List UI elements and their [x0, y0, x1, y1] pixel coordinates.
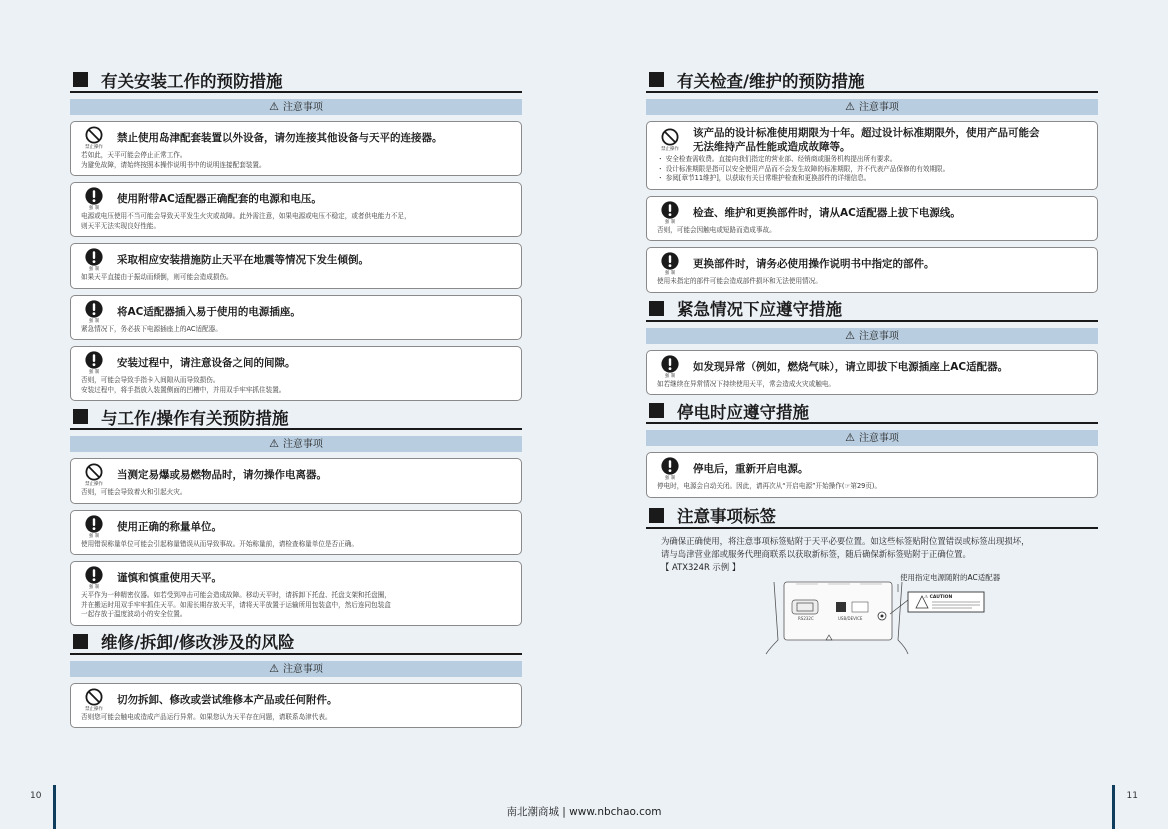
notice-box [646, 452, 1098, 498]
notice-line: 停电时，电源会自动关闭。因此，请再次从“开启电源”开始操作(☞第29页)。 [657, 482, 882, 490]
section [646, 401, 1098, 498]
notice-title-wrap [117, 356, 296, 370]
left-column [70, 70, 522, 728]
notice-box [70, 243, 522, 289]
notice-head [81, 688, 513, 712]
section-title-text: 有关检查/维护的预防措施 [677, 71, 865, 91]
notice-title-wrap [117, 305, 301, 319]
notice-line: 为避免故障，请始终按照本操作说明书中的说明连接配套装置。 [81, 160, 266, 169]
icon-caption: 禁止操作 [85, 482, 103, 487]
square-bullet-icon [649, 403, 664, 418]
notice-title: 如发现异常（例如，燃烧气味），请立即拔下电源插座上AC适配器。 [693, 360, 1009, 373]
icon-caption: 强 制 [664, 271, 676, 276]
prohibition-icon [81, 688, 107, 712]
caution-label: 注意事项 [858, 102, 899, 113]
notice-title-wrap [693, 462, 809, 476]
intro-line: 为确保正确使用，将注意事项标签贴附于天平必要位置。如这些标签贴附位置错误或标签出现损坏， [661, 535, 1030, 546]
notice-head [81, 566, 513, 590]
notice-head [81, 187, 513, 211]
icon-caption: 强 制 [88, 370, 100, 375]
notice-line: 若如此，天平可能会停止正常工作。 [81, 151, 187, 159]
warning-triangle-icon: ⚠ [845, 328, 855, 342]
mandatory-icon [657, 457, 683, 481]
caution-bar [646, 99, 1098, 115]
section [70, 70, 522, 401]
svg-text:⚠ CAUTION: ⚠ CAUTION [924, 594, 953, 600]
section-title [70, 632, 522, 655]
notice-head [81, 300, 513, 324]
page-number-left: 10 [14, 785, 56, 829]
notice-box [70, 683, 522, 729]
section-title-text: 有关安装工作的预防措施 [101, 71, 283, 91]
notice-box [70, 295, 522, 341]
notice-head [81, 463, 513, 487]
caution-label: 注意事项 [282, 102, 323, 113]
prohibition-icon [81, 126, 107, 150]
warning-triangle-icon: ⚠ [269, 437, 279, 450]
caution-label: 注意事项 [282, 663, 323, 675]
notice-body [81, 376, 513, 395]
notice-line: 一起存放于温度波动小的安全位置。 [81, 610, 187, 618]
svg-text:USB/DEVICE: USB/DEVICE [838, 615, 863, 621]
notice-line: 并在搬运时用双手牢牢抓住天平。如需长期存放天平，请将天平放置于运输所用包装盒中，然后连同包装盒 [81, 600, 391, 609]
icon-caption: 强 制 [88, 585, 100, 590]
notice-head [81, 248, 513, 272]
notice-body [657, 155, 1089, 184]
caution-bar [646, 328, 1098, 344]
notice-line: 则天平无法实现良好性能。 [81, 221, 161, 230]
notice-line: 使用错误称量单位可能会引起称量错误从而导致事故。开始称量前，请检查称量单位是否正确。 [81, 539, 358, 548]
section [70, 632, 522, 729]
notice-head [657, 457, 1089, 481]
notice-head [81, 126, 513, 150]
warning-triangle-icon: ⚠ [269, 661, 279, 675]
notice-box [70, 510, 522, 556]
notice-body [657, 226, 1089, 236]
notice-title-wrap [693, 206, 961, 220]
intro-line: 请与岛津营业部或服务代理商联系以获取新标签，随后确保新标签贴附于正确位置。 [661, 548, 971, 559]
section-title-text: 维修/拆卸/修改涉及的风险 [101, 633, 295, 652]
caution-label: 注意事项 [282, 439, 323, 450]
notice-title: 使用附带AC适配器正确配套的电源和电压。 [117, 193, 322, 205]
warning-triangle-icon: ⚠ [845, 100, 855, 113]
label-intro [646, 535, 1098, 574]
notice-body [81, 713, 513, 723]
icon-caption: 强 制 [88, 533, 100, 539]
section-title [70, 407, 522, 430]
notice-line: 否则，可能会导致着火和引起火灾。 [81, 488, 187, 496]
caution-label: 注意事项 [858, 433, 899, 444]
svg-text:RS232C: RS232C [798, 615, 814, 621]
balance-rear-panel-drawing [646, 578, 1098, 656]
notice-title-wrap [117, 693, 338, 707]
notice-box [70, 561, 522, 626]
mandatory-icon [81, 248, 107, 272]
notice-title-wrap [117, 131, 443, 145]
notice-title-wrap [117, 468, 327, 482]
mandatory-icon [81, 351, 107, 375]
section-title-text: 紧急情况下应遵守措施 [677, 300, 842, 319]
icon-caption: 强 制 [88, 267, 100, 272]
intro-line: 【 ATX324R 示例 】 [661, 561, 741, 572]
notice-line: 使用未指定的部件可能会造成部件损坏和无法使用情况。 [657, 277, 822, 285]
notice-line: 紧急情况下，务必拔下电源插座上的AC适配器。 [81, 324, 222, 333]
notice-head [657, 126, 1089, 154]
icon-caption: 禁止操作 [661, 147, 679, 152]
notice-head [657, 201, 1089, 225]
mandatory-icon [657, 201, 683, 225]
notice-title: 停电后，重新开启电源。 [693, 463, 809, 475]
prohibition-icon [81, 463, 107, 487]
mandatory-icon [657, 355, 683, 379]
square-bullet-icon [73, 409, 88, 424]
notice-body [81, 540, 513, 550]
notice-title: 检查、维护和更换部件时，请从AC适配器上拔下电源线。 [693, 206, 961, 219]
section-title [646, 70, 1098, 93]
section-title-text: 停电时应遵守措施 [677, 402, 809, 422]
notice-head [657, 355, 1089, 379]
notice-body [657, 380, 1089, 390]
notice-box [70, 458, 522, 504]
notice-box [70, 182, 522, 237]
section [646, 70, 1098, 293]
mandatory-icon [657, 252, 683, 276]
device-illustration [646, 572, 1098, 668]
warning-triangle-icon: ⚠ [269, 100, 279, 113]
notice-title-continued: 无法维持产品性能或造成故障等。 [693, 141, 851, 153]
footer-watermark: 南北潮商城 | www.nbchao.com [506, 806, 662, 818]
notice-line: 否则您可能会触电或造成产品运行异常。如果您认为天平存在问题，请联系岛津代表。 [81, 712, 332, 721]
prohibition-icon [657, 128, 683, 152]
icon-caption: 禁止操作 [85, 145, 103, 150]
icon-caption: 强 制 [664, 219, 676, 225]
mandatory-icon [81, 515, 107, 539]
square-bullet-icon [649, 508, 664, 523]
page-number-right: 11 [1112, 785, 1154, 829]
notice-box [646, 121, 1098, 190]
notice-title-wrap [693, 360, 1008, 374]
notice-body [81, 488, 513, 498]
section-title [646, 401, 1098, 424]
notice-title-wrap [693, 126, 1040, 154]
caution-label: 注意事项 [858, 330, 899, 342]
icon-caption: 强 制 [88, 206, 100, 211]
notice-body [81, 591, 513, 620]
section [646, 299, 1098, 396]
notice-body [81, 325, 513, 335]
mandatory-icon [81, 566, 107, 590]
icon-caption: 强 制 [664, 476, 676, 481]
notice-head [81, 515, 513, 539]
notice-title-wrap [117, 571, 222, 585]
warning-triangle-icon: ⚠ [845, 431, 855, 444]
notice-title: 谨慎和慎重使用天平。 [117, 572, 222, 584]
notice-head [81, 351, 513, 375]
icon-caption: 强 制 [88, 318, 100, 324]
notice-box [70, 121, 522, 176]
notice-line: 否则，可能会导致手指卡入间隙从而导致损伤。 [81, 376, 220, 384]
notice-line: 如果天平直接由于振动而倾倒，则可能会造成损伤。 [81, 273, 233, 281]
mandatory-icon [81, 300, 107, 324]
notice-title-wrap [117, 253, 369, 267]
notice-title: 该产品的设计标准使用期限为十年。超过设计标准期限外，使用产品可能会 [693, 127, 1040, 139]
square-bullet-icon [73, 72, 88, 87]
section-title-text: 注意事项标签 [677, 507, 776, 526]
caution-bar [70, 99, 522, 115]
right-column [646, 70, 1098, 668]
notice-title: 将AC适配器插入易于使用的电源插座。 [117, 305, 301, 318]
notice-line: 如若继续在异常情况下持续使用天平，常会造成火灾或触电。 [657, 379, 836, 388]
notice-box [646, 350, 1098, 396]
section-title [70, 70, 522, 93]
notice-line: ・ 参阅[章节11维护]，以获取有关日常维护检查和更换部件的详细信息。 [657, 174, 871, 182]
notice-title-wrap [693, 257, 935, 271]
notice-body [81, 273, 513, 283]
notice-body [81, 212, 513, 231]
notice-head [657, 252, 1089, 276]
caution-bar [70, 436, 522, 452]
notice-box [70, 346, 522, 401]
notice-title-wrap [117, 520, 222, 534]
device-callout: 使用指定电源随附的AC适配器 [900, 572, 1001, 582]
section-title-text: 与工作/操作有关预防措施 [101, 408, 289, 428]
notice-box [646, 196, 1098, 242]
section-title [646, 506, 1098, 529]
notice-title: 切勿拆卸、修改或尝试维修本产品或任何附件。 [117, 693, 338, 706]
square-bullet-icon [649, 72, 664, 87]
notice-line: 天平作为一种精密仪器。如若受到冲击可能会造成故障。移动天平时，请拆卸下托盘、托盘支架和托盘圈， [81, 591, 391, 599]
notice-line: ・ 设计标准期限是指可以安全使用产品而不会发生故障的标准期限，并不代表产品保修的有效期限。 [657, 164, 950, 173]
icon-caption: 禁止操作 [85, 706, 103, 712]
notice-body [657, 482, 1089, 492]
square-bullet-icon [73, 634, 88, 649]
notice-box [646, 247, 1098, 293]
notice-title: 禁止使用岛津配套装置以外设备，请勿连接其他设备与天平的连接器。 [117, 132, 443, 144]
notice-line: 安装过程中，将手指放入装置侧面的凹槽中，并用双手牢牢抓住装置。 [81, 385, 286, 394]
section [70, 407, 522, 626]
notice-title-wrap [117, 192, 322, 206]
label-section [646, 506, 1098, 668]
caution-bar [646, 430, 1098, 446]
notice-title: 安装过程中，请注意设备之间的间隙。 [117, 357, 296, 369]
notice-line: 电源或电压使用不当可能会导致天平发生火灾或故障。此外需注意，如果电源或电压不稳定，或者供电能力不足， [81, 212, 411, 220]
section-title [646, 299, 1098, 322]
notice-title: 采取相应安装措施防止天平在地震等情况下发生倾倒。 [117, 254, 369, 266]
icon-caption: 强 制 [664, 373, 676, 379]
notice-title: 更换部件时，请务必使用操作说明书中指定的部件。 [693, 258, 935, 270]
mandatory-icon [81, 187, 107, 211]
square-bullet-icon [649, 301, 664, 316]
notice-line: ・ 安全检查需收费。直接向我们指定的营业部、经销商或服务机构提出所有要求。 [657, 155, 897, 163]
notice-body [81, 151, 513, 170]
caution-bar [70, 661, 522, 677]
notice-body [657, 277, 1089, 287]
notice-line: 否则，可能会因触电或短路而造成事故。 [657, 225, 776, 234]
notice-title: 使用正确的称量单位。 [117, 520, 222, 533]
notice-title: 当测定易爆或易燃物品时，请勿操作电离器。 [117, 469, 327, 481]
